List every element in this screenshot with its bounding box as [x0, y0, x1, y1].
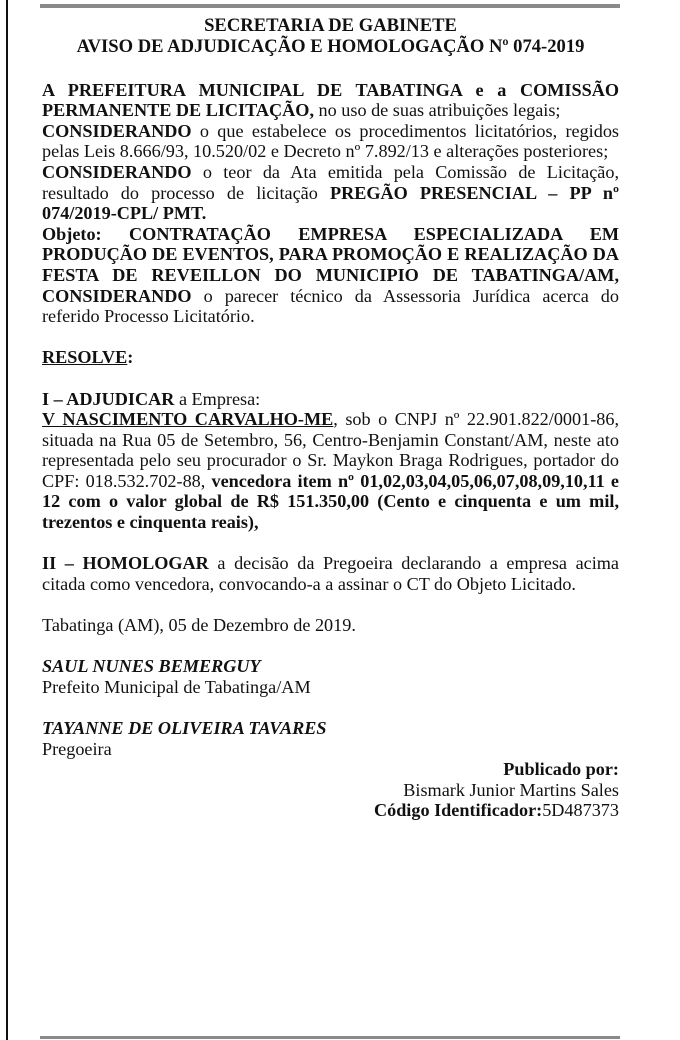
date-line: Tabatinga (AM), 05 de Dezembro de 2019.: [42, 615, 356, 636]
identifier-label: Código Identificador:: [373, 800, 543, 821]
intro-rest: no uso de suas atribuições legais;: [314, 100, 561, 121]
objeto-paragraph: [42, 224, 619, 327]
considerando-1-text: o que estabelece os procedimentos licitatórios, regidos pelas Leis 8.666/93, 10.520/02 e Decreto nº 7.892/13 e alterações posteriores;: [42, 120, 619, 162]
intro-conjunction: e a: [461, 79, 520, 100]
adjudicar-text: a Empresa:: [174, 388, 261, 409]
considerando-2-label: CONSIDERANDO: [42, 161, 192, 182]
identifier-value: 5D487373: [542, 800, 619, 821]
resolve-label: RESOLVE: [42, 347, 128, 368]
notice-document: [42, 16, 619, 821]
homologar-text: a decisão da Pregoeira declarando a empresa acima citada como vencedora, convocando-a a assinar o CT do Objeto Licitado.: [42, 553, 620, 594]
top-divider: [40, 4, 620, 8]
homologar-paragraph: [42, 553, 619, 594]
pregao-reference: PREGÃO PRESENCIAL – PP nº 074/2019-CPL/ PMT.: [42, 182, 619, 224]
considerando-2-text: o teor da Ata emitida pela Comissão de Licitação, resultado do processo de licitação: [42, 161, 619, 203]
considerando-2: [42, 162, 619, 224]
signatory-1-name: SAUL NUNES BEMERGUY: [42, 656, 261, 677]
company-name: V NASCIMENTO CARVALHO-ME: [42, 409, 334, 430]
signatory-2-role: Pregoeira: [42, 738, 112, 759]
resolve-colon: :: [127, 347, 134, 368]
award-value: vencedora item nº 01,02,03,04,05,06,07,08,09,10,11 e 12 com o valor global de R$ 151.350,00 (Cento e cinquenta e um mil, trezentos e cinquenta reais),: [42, 470, 619, 533]
adjudicar-details: [42, 409, 619, 533]
published-by-label: Publicado por:: [503, 759, 619, 780]
resolve-heading: [42, 347, 619, 368]
homologar-label: HOMOLOGAR: [82, 553, 209, 574]
department-title: SECRETARIA DE GABINETE: [204, 15, 457, 36]
adjudicar-prefix: I –: [42, 388, 67, 409]
intro-bold-prefeitura: A PREFEITURA MUNICIPAL DE TABATINGA: [42, 79, 462, 100]
adjudicar-label: ADJUDICAR: [66, 388, 175, 409]
considerando-1: [42, 121, 619, 162]
homologar-prefix: II –: [42, 553, 83, 574]
company-details: , sob o CNPJ nº 22.901.822/0001-86, situada na Rua 05 de Setembro, 56, Centro-Benjamin Constant/AM, neste ato representada pelo seu procurador o Sr. Maykon Braga Rodrigues, portador do CPF: 018.532.702-88,: [42, 409, 619, 491]
page-left-border: [6, 0, 8, 1040]
signatory-2-name: TAYANNE DE OLIVEIRA TAVARES: [42, 718, 327, 738]
considerando-1-label: CONSIDERANDO: [42, 120, 192, 141]
signatory-1-role: Prefeito Municipal de Tabatinga/AM: [42, 676, 311, 697]
intro-bold-comissao: COMISSÃO PERMANENTE DE LICITAÇÃO,: [42, 79, 619, 121]
intro-paragraph: [42, 80, 619, 121]
adjudicar-heading: [42, 389, 619, 410]
objeto-text: o parecer técnico da Assessoria Jurídica acerca do referido Processo Licitatório.: [42, 285, 619, 327]
publisher-name: Bismark Junior Martins Sales: [403, 779, 619, 800]
objeto-bold: Objeto: CONTRATAÇÃO EMPRESA ESPECIALIZADA EM PRODUÇÃO DE EVENTOS, PARA PROMOÇÃO E REALIZAÇÃO DA FESTA DE REVEILLON DO MUNICIPIO DE TABATINGA/AM, CONSIDERANDO: [42, 223, 619, 306]
bottom-divider: [40, 1036, 620, 1039]
identifier-code: [42, 800, 619, 821]
notice-title: AVISO DE ADJUDICAÇÃO E HOMOLOGAÇÃO Nº 074-2019: [76, 35, 585, 57]
